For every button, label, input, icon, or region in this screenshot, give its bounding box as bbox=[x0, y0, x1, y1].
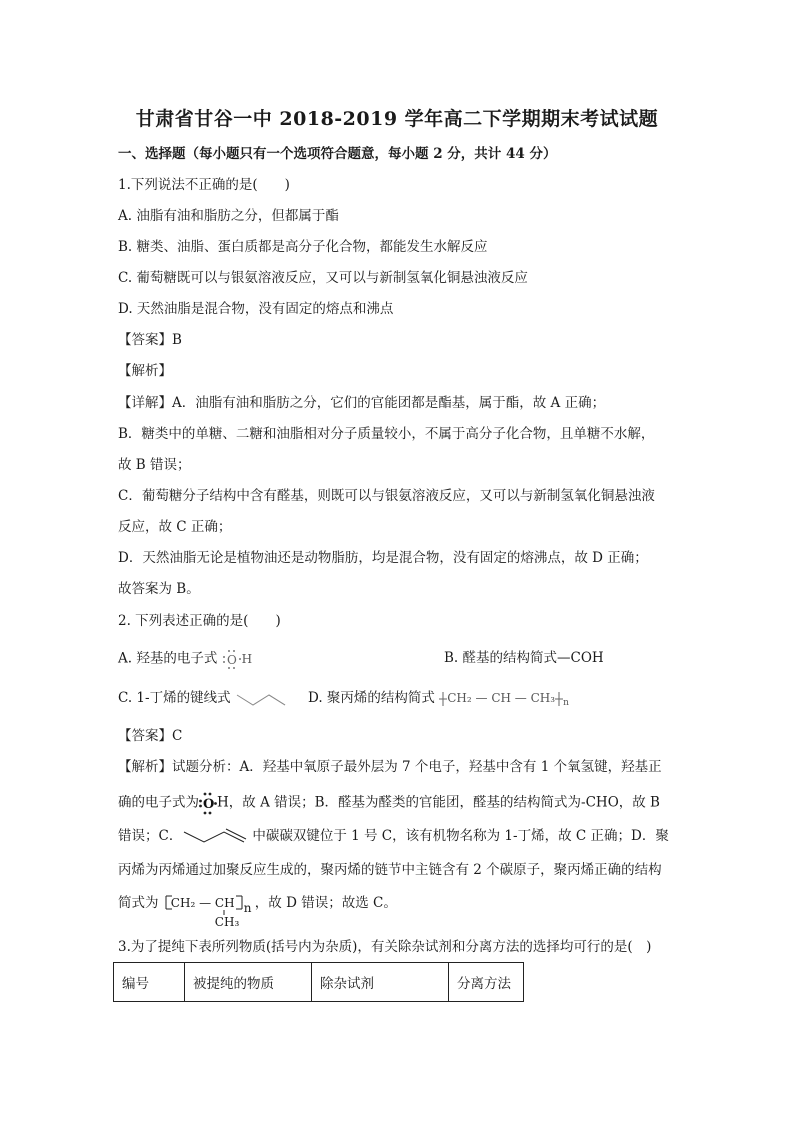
q2-option-c-label: C. 1-丁烯的键线式 bbox=[118, 690, 231, 706]
q2-option-d-label: D. 聚丙烯的结构简式 bbox=[308, 690, 435, 706]
table-header-cell: 除杂试剂 bbox=[312, 963, 449, 1002]
hydroxyl-electron-formula bbox=[222, 652, 252, 666]
q2-analysis-line: 【解析】试题分析：A．羟基中氧原子最外层为 7 个电子，羟基中含有 1 个氧氢键，羟基正 bbox=[118, 759, 662, 775]
bracket-right-icon bbox=[555, 690, 563, 708]
chain-text: CH₂ — CH bbox=[170, 896, 235, 910]
q2-analysis-line bbox=[118, 826, 698, 846]
polypropylene-wrong-formula bbox=[439, 691, 569, 708]
q2-analysis-line bbox=[118, 893, 698, 927]
hydroxyl-electron-dots-icon bbox=[199, 791, 217, 815]
electron-dots-icon bbox=[222, 648, 242, 670]
q2-option-d bbox=[308, 688, 598, 713]
q1-answer: 【答案】B bbox=[118, 332, 182, 348]
q1-stem: 1.下列说法不正确的是( ) bbox=[118, 177, 290, 193]
q2-stem: 2. 下列表述正确的是( ) bbox=[118, 613, 281, 629]
hydrogen-symbol: H bbox=[241, 651, 253, 666]
q2-option-b: B. 醛基的结构简式—COH bbox=[444, 650, 604, 666]
analysis-text: 简式为 bbox=[118, 895, 159, 911]
q2-analysis-line bbox=[118, 791, 698, 815]
section-heading: 一、选择题（每小题只有一个选项符合题意，每小题 2 分，共计 44 分） bbox=[118, 146, 557, 162]
q1-detail-line: 故 B 错误； bbox=[118, 457, 191, 473]
analysis-text: H，故 A 错误；B．醛基为醛类的官能团，醛基的结构简式为-CHO，故 B bbox=[217, 794, 660, 811]
q1-option-c: C. 葡萄糖既可以与银氨溶液反应，又可以与新制氢氧化铜悬浊液反应 bbox=[118, 270, 528, 286]
polypropylene-chain-text: CH₂ — CH — CH₃ bbox=[447, 691, 556, 705]
polypropylene-correct-formula bbox=[163, 893, 255, 927]
q2-answer: 【答案】C bbox=[118, 728, 183, 744]
analysis-text: 确的电子式为 bbox=[118, 794, 199, 811]
q3-table bbox=[113, 962, 524, 1002]
q1-detail-line: B．糖类中的单糖、二糖和油脂相对分子质量较小，不属于高分子化合物，且单糖不水解， bbox=[118, 426, 655, 442]
q1-detail-line: 故答案为 B。 bbox=[118, 581, 200, 597]
q3-stem: 3.为了提纯下表所列物质(括号内为杂质)，有关除杂试剂和分离方法的选择均可行的是( ) bbox=[118, 939, 652, 955]
q2-option-c bbox=[118, 688, 293, 709]
oxygen-symbol: O bbox=[226, 653, 237, 667]
document-title: 甘肃省甘谷一中 2018-2019 学年高二下学期期末考试试题 bbox=[135, 108, 659, 130]
table-header-row bbox=[114, 963, 524, 1002]
q1-option-d: D. 天然油脂是混合物，没有固定的熔点和沸点 bbox=[118, 301, 394, 317]
q1-analysis-label: 【解析】 bbox=[118, 363, 172, 379]
q1-detail-line: 反应，故 C 正确； bbox=[118, 519, 232, 535]
analysis-text: ，故 D 错误；故选 C。 bbox=[254, 895, 397, 911]
q1-detail-line: D．天然油脂无论是植物油还是动物脂肪，均是混合物，没有固定的熔沸点，故 D 正确； bbox=[118, 550, 648, 566]
q2-analysis-line: 丙烯为丙烯通过加聚反应生成的，聚丙烯的链节中主链含有 2 个碳原子，聚丙烯正确的结构 bbox=[118, 862, 662, 878]
table-header-cell: 编号 bbox=[114, 963, 185, 1002]
butene-skeletal-formula-icon bbox=[182, 828, 252, 846]
q1-option-a: A. 油脂有油和脂肪之分，但都属于酯 bbox=[118, 208, 339, 224]
butene-skeletal-formula-icon bbox=[235, 689, 291, 709]
oxygen-symbol-bold: O bbox=[203, 797, 215, 812]
table-header-cell: 分离方法 bbox=[449, 963, 524, 1002]
q2-option-a bbox=[118, 648, 418, 670]
q1-detail-line: C．葡萄糖分子结构中含有醛基，则既可以与银氨溶液反应，又可以与新制氢氧化铜悬浊液 bbox=[118, 488, 655, 504]
polymer-degree-n: n bbox=[563, 698, 569, 708]
q1-detail-line: 【详解】A．油脂有油和脂肪之分，它们的官能团都是酯基，属于酯，故 A 正确； bbox=[118, 395, 606, 411]
analysis-text: 中碳碳双键位于 1 号 C，该有机物名称为 1-丁烯，故 C 正确；D．聚 bbox=[252, 828, 669, 844]
analysis-text: 错误；C． bbox=[118, 828, 183, 844]
table-header-cell: 被提纯的物质 bbox=[185, 963, 312, 1002]
methyl-branch: CH₃ bbox=[214, 915, 240, 929]
polymer-degree-n: n bbox=[243, 901, 252, 915]
q2-option-a-label: A. 羟基的电子式 bbox=[118, 650, 218, 667]
q1-option-b: B. 糖类、油脂、蛋白质都是高分子化合物，都能发生水解反应 bbox=[118, 239, 488, 255]
